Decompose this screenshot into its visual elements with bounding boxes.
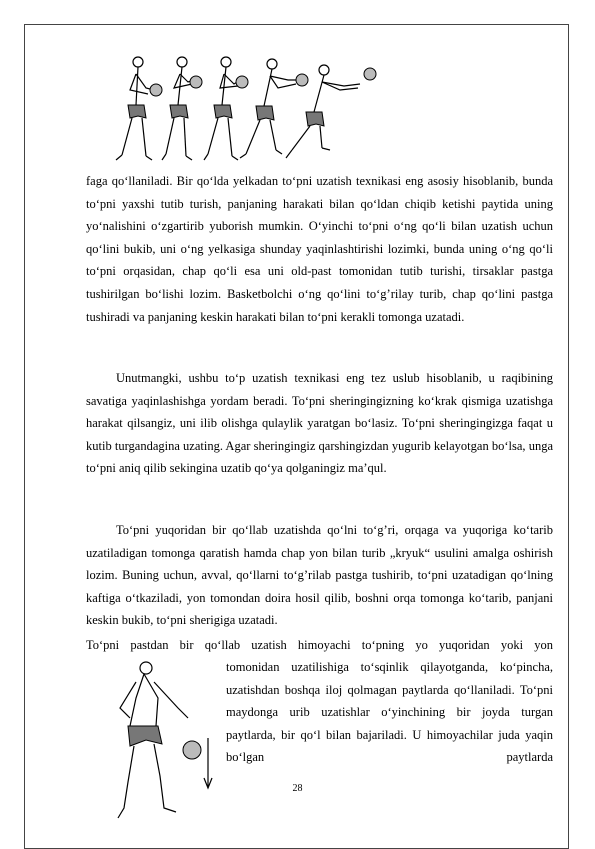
player-phase-2 [162,57,202,160]
paragraph-4-continuation [226,656,553,769]
player-phase-3 [204,57,248,160]
paragraph-4-first-line [86,634,553,657]
page-number: 28 [292,783,303,794]
paragraph-4-rest-text: tomonidan uzatilishiga to‘sqinlik qilayotganda, ko‘pincha, uzatishdan boshqa iloj qolmagan paytlarda qo‘llaniladi. To‘pni maydonga urib uzatishlar o‘yinchining bir joyda turgan paytlarda, bir qo‘l bilan bajariladi. U himoyachilar juda yaqin bo‘lgan paytlarda [226,660,553,765]
dribbling-player-illustration [106,658,218,838]
pass-sequence-illustration [108,50,408,170]
player-phase-1 [116,57,162,160]
paragraph-3-text: To‘pni yuqoridan bir qo‘llab uzatishda qo‘lni to‘g’ri, orqaga va yuqoriga ko‘tarib uzatiladigan tomonga qaratish hamda chap yon bilan turib „kryuk“ usulini amalga oshirish lozim. Buning uchun, avval, qo‘llarni to‘g’rilab pastga tushirib, to‘pni uzatadigan qo‘lning kaftiga o‘tkaziladi, yon tomondan doira hosil qilib, boshni orqa tomonga ko‘tarib, panjani keskin bukib, to‘pni sherigiga uzatadi. [86,523,553,628]
paragraph-1-text: faga qo‘llaniladi. Bir qo‘lda yelkadan to‘pni uzatish texnikasi eng asosiy hisoblanib, bunda to‘pni yaxshi tutib turish, panjaning harakati bilan qo‘ldan chiqib ketishi paytida uning yo‘nalishini o‘zgartirib yuborish mumkin. O‘yinchi to‘pni o‘ng qo‘li bilan uzatish uchun qo‘lini bukib, uni o‘ng yelkasiga shunday yaqinlashtirishi lozimki, bunda uning o‘ng qo‘li to‘pni orqasidan, chap qo‘li esa uni old-past tomonidan tutib turishi, tirsaklar pastga tushirilgan bo‘lishi lozim. Basketbolchi o‘ng qo‘lini to‘g’rilay turib, chap qo‘lini pastga tushiradi va panjaning keskin harakati bilan to‘pni kerakli tomonga uzatadi. [86,174,553,324]
paragraph-4-line-1: To‘pni pastdan bir qo‘llab uzatish himoyachi to‘pning yo yuqoridan yoki yon [86,638,553,652]
paragraph-2 [86,367,553,480]
paragraph-1 [86,170,553,328]
paragraph-2-text: Unutmangki, ushbu to‘p uzatish texnikasi eng tez uslub hisoblanib, u raqibining savatiga yaqinlashishga yordam beradi. To‘pni sheringingizning ko‘krak qismiga uzatishga harakat qilsangiz, uni ilib olishga qulaylik yaratgan bo‘lasiz. To‘pni sheringingizga faqat u kutib turgandagina uzating. Agar sheringingiz qarshingizdan yugurib kelayotgan bo‘lsa, unga to‘pni aniq qilib sekingina uzatib qo‘ya qolganingiz ma’qul. [86,371,553,476]
paragraph-3 [86,519,553,632]
